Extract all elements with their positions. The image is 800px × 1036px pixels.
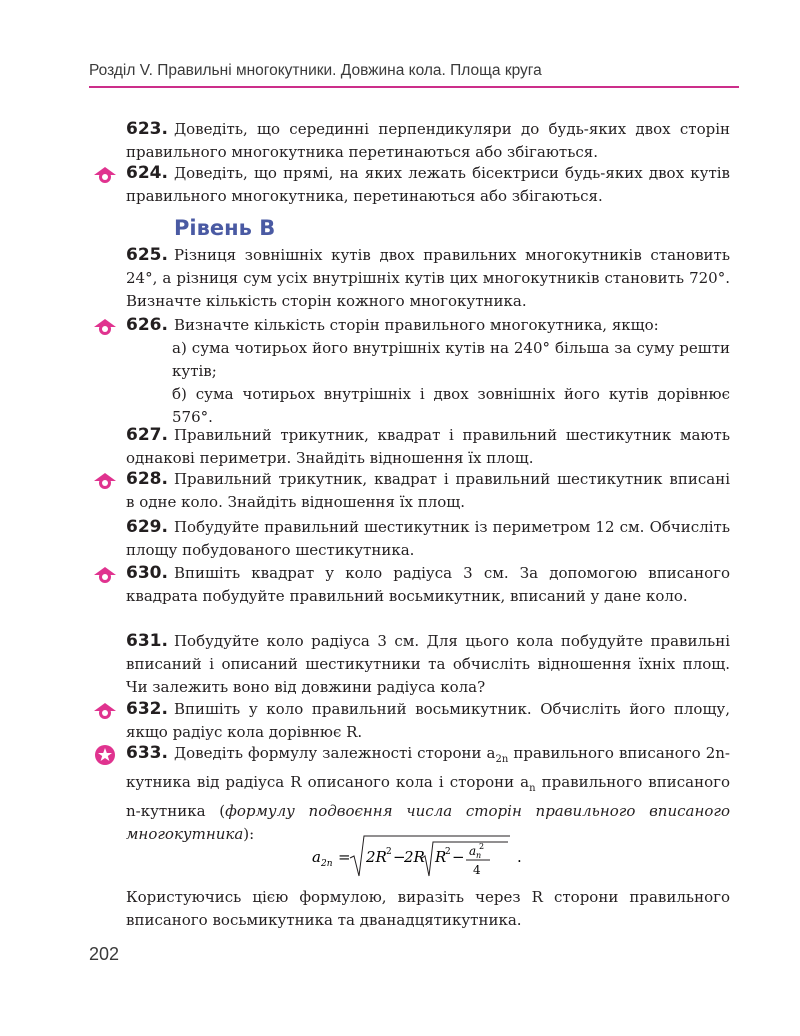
problem-text: Впишіть у коло правильний восьмикутник. Обчисліть його площу, якщо радіус кола дорівнює R. bbox=[126, 700, 730, 741]
problem-text: Впишіть квадрат у коло радіуса 3 см. За допомогою вписаного квадрата побудуйте правильний восьмикутник, вписаний у дане коло. bbox=[126, 564, 730, 605]
house-marker-icon bbox=[92, 166, 118, 184]
formula-eq: = bbox=[338, 848, 351, 866]
problem-text: Побудуйте коло радіуса 3 см. Для цього кола побудуйте правильні вписаний і описаний шестикутники та обчисліть відношення їхніх площ. Чи залежить воно від довжини радіуса кола? bbox=[126, 632, 730, 696]
problem-text: Визначте кількість сторін правильного многокутника, якщо: bbox=[173, 316, 659, 334]
problem-number: 633. bbox=[126, 743, 168, 763]
house-marker-icon bbox=[92, 472, 118, 490]
problem-623 bbox=[126, 118, 730, 164]
problem-text: Правильний трикутник, квадрат і правильний шестикутник мають однакові периметри. Знайдіть відношення їх площ. bbox=[126, 426, 730, 467]
subscript: 2n bbox=[495, 754, 509, 765]
house-marker-icon bbox=[92, 566, 118, 584]
problem-text: Доведіть, що прямі, на яких лежать бісектриси будь-яких двох кутів правильного многокутника, перетинаються або збігаються. bbox=[126, 164, 730, 205]
formula-den: 4 bbox=[473, 863, 481, 877]
formula-term1-sup: 2 bbox=[386, 847, 392, 857]
problem-629 bbox=[126, 516, 730, 562]
problem-text-1: Доведіть формулу залежності сторони a bbox=[173, 744, 496, 762]
subitem-b: б) сума чотирьох внутрішніх і двох зовнішніх його кутів дорівнює 576°. bbox=[172, 385, 730, 426]
problem-number: 623. bbox=[126, 119, 168, 139]
problem-number: 630. bbox=[126, 563, 168, 583]
formula-lhs-sub: 2n bbox=[321, 859, 333, 869]
subscript: n bbox=[529, 783, 536, 794]
problem-text-3: правильного вписаного n-кутника ( bbox=[126, 773, 730, 820]
formula-minus2: − bbox=[452, 848, 465, 866]
problem-number: 628. bbox=[126, 469, 168, 489]
problem-number: 626. bbox=[126, 315, 168, 335]
problem-626 bbox=[126, 314, 730, 429]
problem-627 bbox=[126, 424, 730, 470]
problem-628 bbox=[126, 468, 730, 514]
formula-term1: 2R bbox=[366, 848, 387, 866]
problem-number: 625. bbox=[126, 245, 168, 265]
problem-number: 629. bbox=[126, 517, 168, 537]
formula-num-sup: 2 bbox=[479, 842, 485, 851]
formula-term2: 2R bbox=[404, 848, 425, 866]
problem-630 bbox=[126, 562, 730, 608]
formula-lhs: a bbox=[312, 848, 321, 866]
problem-624 bbox=[126, 162, 730, 208]
problem-text-4: ): bbox=[243, 825, 255, 843]
problem-text: Різниця зовнішніх кутів двох правильних многокутників становить 24°, а різниця сум усіх внутрішніх кутів цих многокутників становить 720°. Визначте кількість сторін кожного многокутника. bbox=[126, 246, 730, 310]
page-number: 202 bbox=[89, 944, 120, 964]
doubling-formula bbox=[312, 832, 532, 880]
subitem-a: а) сума чотирьох його внутрішніх кутів на 240° більша за суму решти кутів; bbox=[172, 339, 730, 380]
formula-end: . bbox=[517, 848, 522, 866]
chapter-header: Розділ V. Правильні многокутники. Довжина кола. Площа круга bbox=[89, 62, 542, 79]
problem-number: 631. bbox=[126, 631, 168, 651]
problem-number: 624. bbox=[126, 163, 168, 183]
header-rule bbox=[89, 86, 739, 88]
star-marker-icon bbox=[94, 744, 116, 766]
problem-631 bbox=[126, 630, 730, 699]
problem-632 bbox=[126, 698, 730, 744]
section-heading: Рівень В bbox=[174, 216, 276, 240]
problem-text: Правильний трикутник, квадрат і правильний шестикутник вписані в одне коло. Знайдіть відношення їх площ. bbox=[126, 470, 730, 511]
formula-term3-sup: 2 bbox=[445, 847, 451, 857]
problem-text: Побудуйте правильний шестикутник із периметром 12 см. Обчисліть площу побудованого шестикутника. bbox=[126, 518, 730, 559]
problem-number: 632. bbox=[126, 699, 168, 719]
problem-text: Доведіть, що серединні перпендикуляри до будь-яких двох сторін правильного многокутника перетинаються або збігаються. bbox=[126, 120, 730, 161]
formula-num-sub: n bbox=[476, 851, 482, 860]
conclusion-text: Користуючись цією формулою, виразіть через R сторони правильного вписаного восьмикутника та дванадцятикутника. bbox=[126, 888, 730, 929]
italic-phrase: формулу подвоєння числа сторін правильного вписаного многокутника bbox=[126, 802, 730, 843]
problem-625 bbox=[126, 244, 730, 313]
formula-minus: − bbox=[393, 848, 406, 866]
problem-633 bbox=[126, 742, 730, 846]
problem-text-2: правильного вписаного 2n-кутника від радіуса R описаного кола і сторони a bbox=[126, 744, 730, 791]
house-marker-icon bbox=[92, 318, 118, 336]
formula-term3: R bbox=[435, 848, 447, 866]
formula-num: a bbox=[469, 844, 477, 858]
house-marker-icon bbox=[92, 702, 118, 720]
problem-number: 627. bbox=[126, 425, 168, 445]
